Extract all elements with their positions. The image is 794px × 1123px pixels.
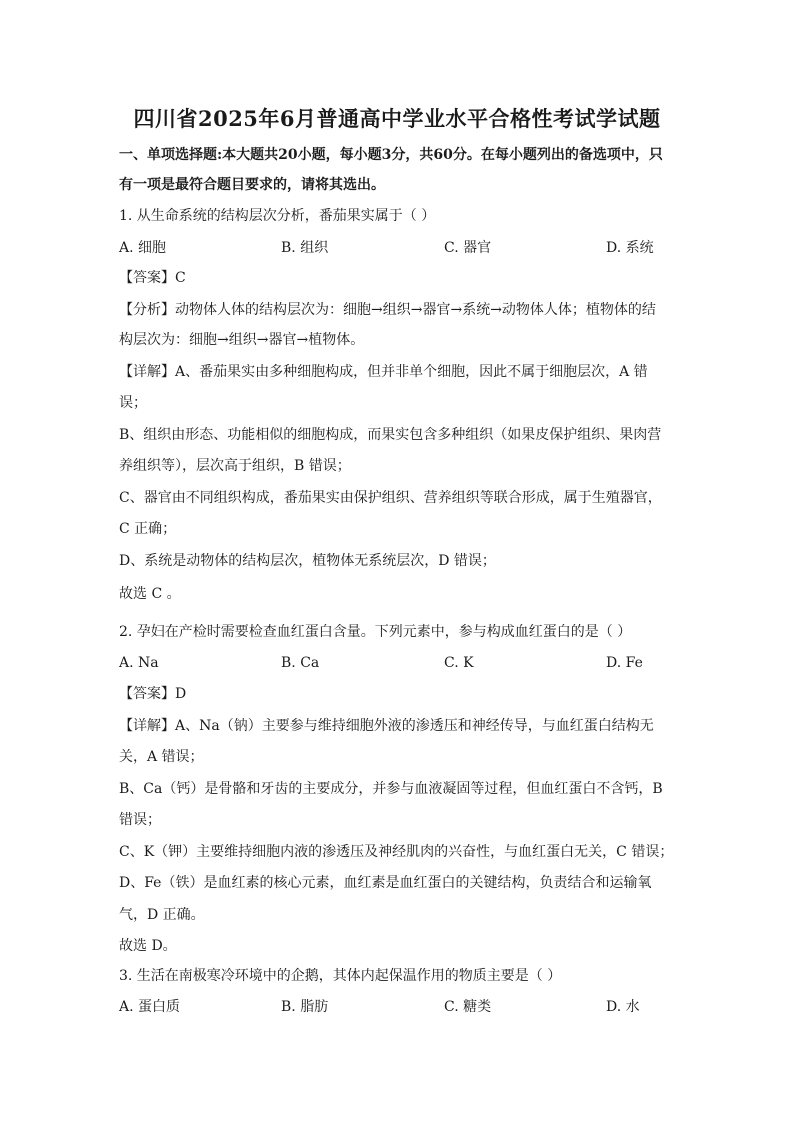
question-1-stem: 1. 从生命系统的结构层次分析，番茄果实属于（ ） [119,208,436,224]
section-heading-line-2: 有一项是最符合题目要求的，请将其选出。 [119,177,385,193]
question-2-answer: 【答案】D [119,686,187,702]
page-title: 四川省2025年6月普通高中学业水平合格性考试学试题 [133,106,661,131]
question-1-conclusion: 故选 C 。 [119,586,181,602]
question-1-detail-line: 【详解】A、番茄果实由多种细胞构成，但并非单个细胞，因此不属于细胞层次，A 错 [119,364,648,380]
question-2-option-d: D. Fe [606,655,643,671]
question-2-detail-line: C、K（钾）主要维持细胞内液的渗透压及神经肌肉的兴奋性，与血红蛋白无关，C 错误； [119,844,674,860]
question-1-analysis-line-1: 【分析】动物体人体的结构层次为：细胞→组织→器官→系统→动物体人体；植物体的结 [119,302,656,318]
question-2-detail-line: B、Ca（钙）是骨骼和牙齿的主要成分，并参与血液凝固等过程，但血红蛋白不含钙，B [119,781,663,797]
question-2-detail-line: 气，D 正确。 [119,907,205,923]
question-1-detail-line: D、系统是动物体的结构层次，植物体无系统层次，D 错误； [119,553,496,569]
question-3-option-c: C. 糖类 [444,999,492,1015]
question-2-stem: 2. 孕妇在产检时需要检查血红蛋白含量。下列元素中，参与构成血红蛋白的是（ ） [119,624,632,640]
question-1-detail-line: B、组织由形态、功能相似的细胞构成，而果实包含多种组织（如果皮保护组织、果肉营 [119,427,662,443]
question-1-option-a: A. 细胞 [119,240,167,256]
question-2-detail-line: 错误； [119,812,161,828]
question-1-detail-line: 误； [119,395,147,411]
question-3-stem: 3. 生活在南极寒冷环境中的企鹅，其体内起保温作用的物质主要是（ ） [119,968,562,984]
question-1-option-c: C. 器官 [444,240,492,256]
question-1-answer: 【答案】C [119,270,186,286]
question-1-detail-line: C 正确； [119,521,177,537]
question-2-option-b: B. Ca [281,655,320,671]
question-1-analysis-line-2: 构层次为：细胞→组织→器官→植物体。 [119,332,365,348]
question-2-detail-line: D、Fe（铁）是血红素的核心元素，血红素是血红蛋白的关键结构，负责结合和运输氧 [119,875,652,891]
question-1-option-d: D. 系统 [606,240,654,256]
question-1-detail-line: C、器官由不同组织构成，番茄果实由保护组织、营养组织等联合形成，属于生殖器官， [119,490,662,506]
question-3-option-d: D. 水 [606,999,640,1015]
question-2-option-a: A. Na [119,655,159,671]
question-2-option-c: C. K [444,655,474,671]
question-2-detail-line: 【详解】A、Na（钠）主要参与维持细胞外液的渗透压和神经传导，与血红蛋白结构无 [119,718,654,734]
question-2-conclusion: 故选 D。 [119,938,177,954]
question-1-detail-line: 养组织等），层次高于组织，B 错误； [119,458,351,474]
question-1-option-b: B. 组织 [281,240,329,256]
question-3-option-a: A. 蛋白质 [119,999,181,1015]
question-2-detail-line: 关，A 错误； [119,749,204,765]
question-3-option-b: B. 脂肪 [281,999,329,1015]
section-heading-line-1: 一、单项选择题:本大题共20小题，每小题3分，共60分。在每小题列出的备选项中，只 [119,147,663,163]
